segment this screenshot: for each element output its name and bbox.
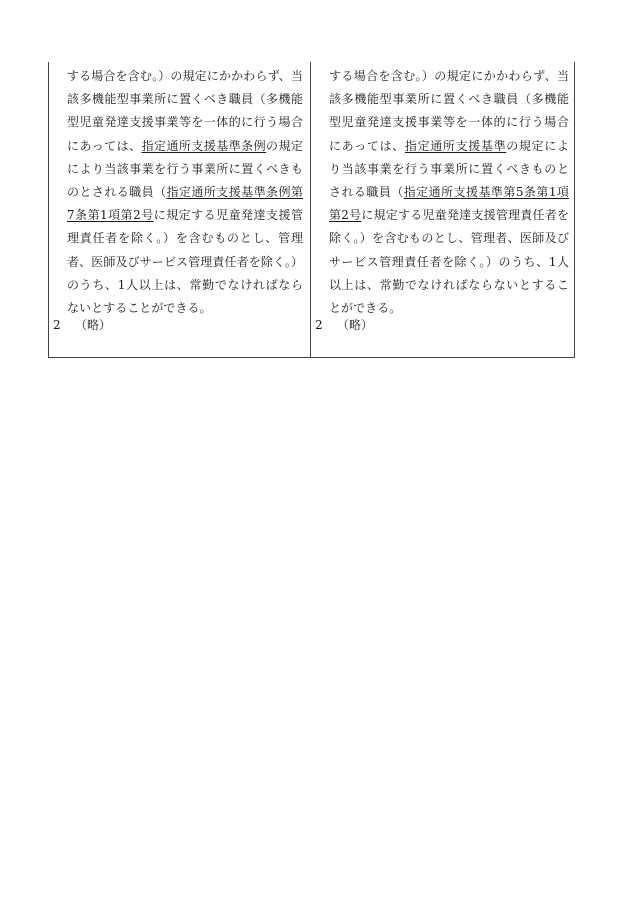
revised-item-number: 2 (53, 318, 61, 332)
current-column (311, 62, 574, 357)
revised-paragraph (67, 65, 303, 320)
revised-column (49, 62, 311, 357)
current-text-c: に規定する児童発達支援管理責任者を除く。）を含むものとし、管理者、医師及びサービス管理責任者を除く。）のうち、1人以上は、常勤でなければならないとすることができる。 (329, 208, 569, 316)
revised-text-a: する場合を含む。）の規定にかかわらず、当該多機能型事業所に置くべき職員（多機能型児童発達支援事業等を一体的に行う場合にあっては、 (67, 69, 303, 153)
revised-underlined-ordinance: 指定通所支援基準条例 (141, 138, 267, 153)
current-underlined-standard: 指定通所支援基準 (404, 138, 507, 153)
revised-text-c: に規定する児童発達支援管理責任者を除く。）を含むものとし、管理者、医師及びサービス管理責任者を除く。）のうち、1人以上は、常勤でなければならないとすることができる。 (67, 208, 303, 316)
current-item-text: （略） (337, 318, 374, 332)
current-item-number: 2 (315, 318, 323, 332)
revised-item-2 (53, 317, 111, 333)
current-text-a: する場合を含む。）の規定にかかわらず、当該多機能型事業所に置くべき職員（多機能型児童発達支援事業等を一体的に行う場合にあっては、 (329, 69, 569, 153)
revised-item-text: （略） (75, 318, 112, 332)
revised-text-b: の規定により当該事業を行う事業所に置くべきものとされる職員（ (67, 138, 303, 200)
comparison-table (48, 62, 575, 358)
current-paragraph (329, 65, 569, 320)
revised-underlined-article: 指定通所支援基準条例第7条第1項第2号 (67, 185, 303, 223)
current-item-2 (315, 317, 373, 333)
current-text-b: の規定により当該事業を行う事業所に置くべきものとされる職員（ (329, 138, 569, 200)
current-underlined-article: 指定通所支援基準第5条第1項第2号 (329, 185, 569, 223)
